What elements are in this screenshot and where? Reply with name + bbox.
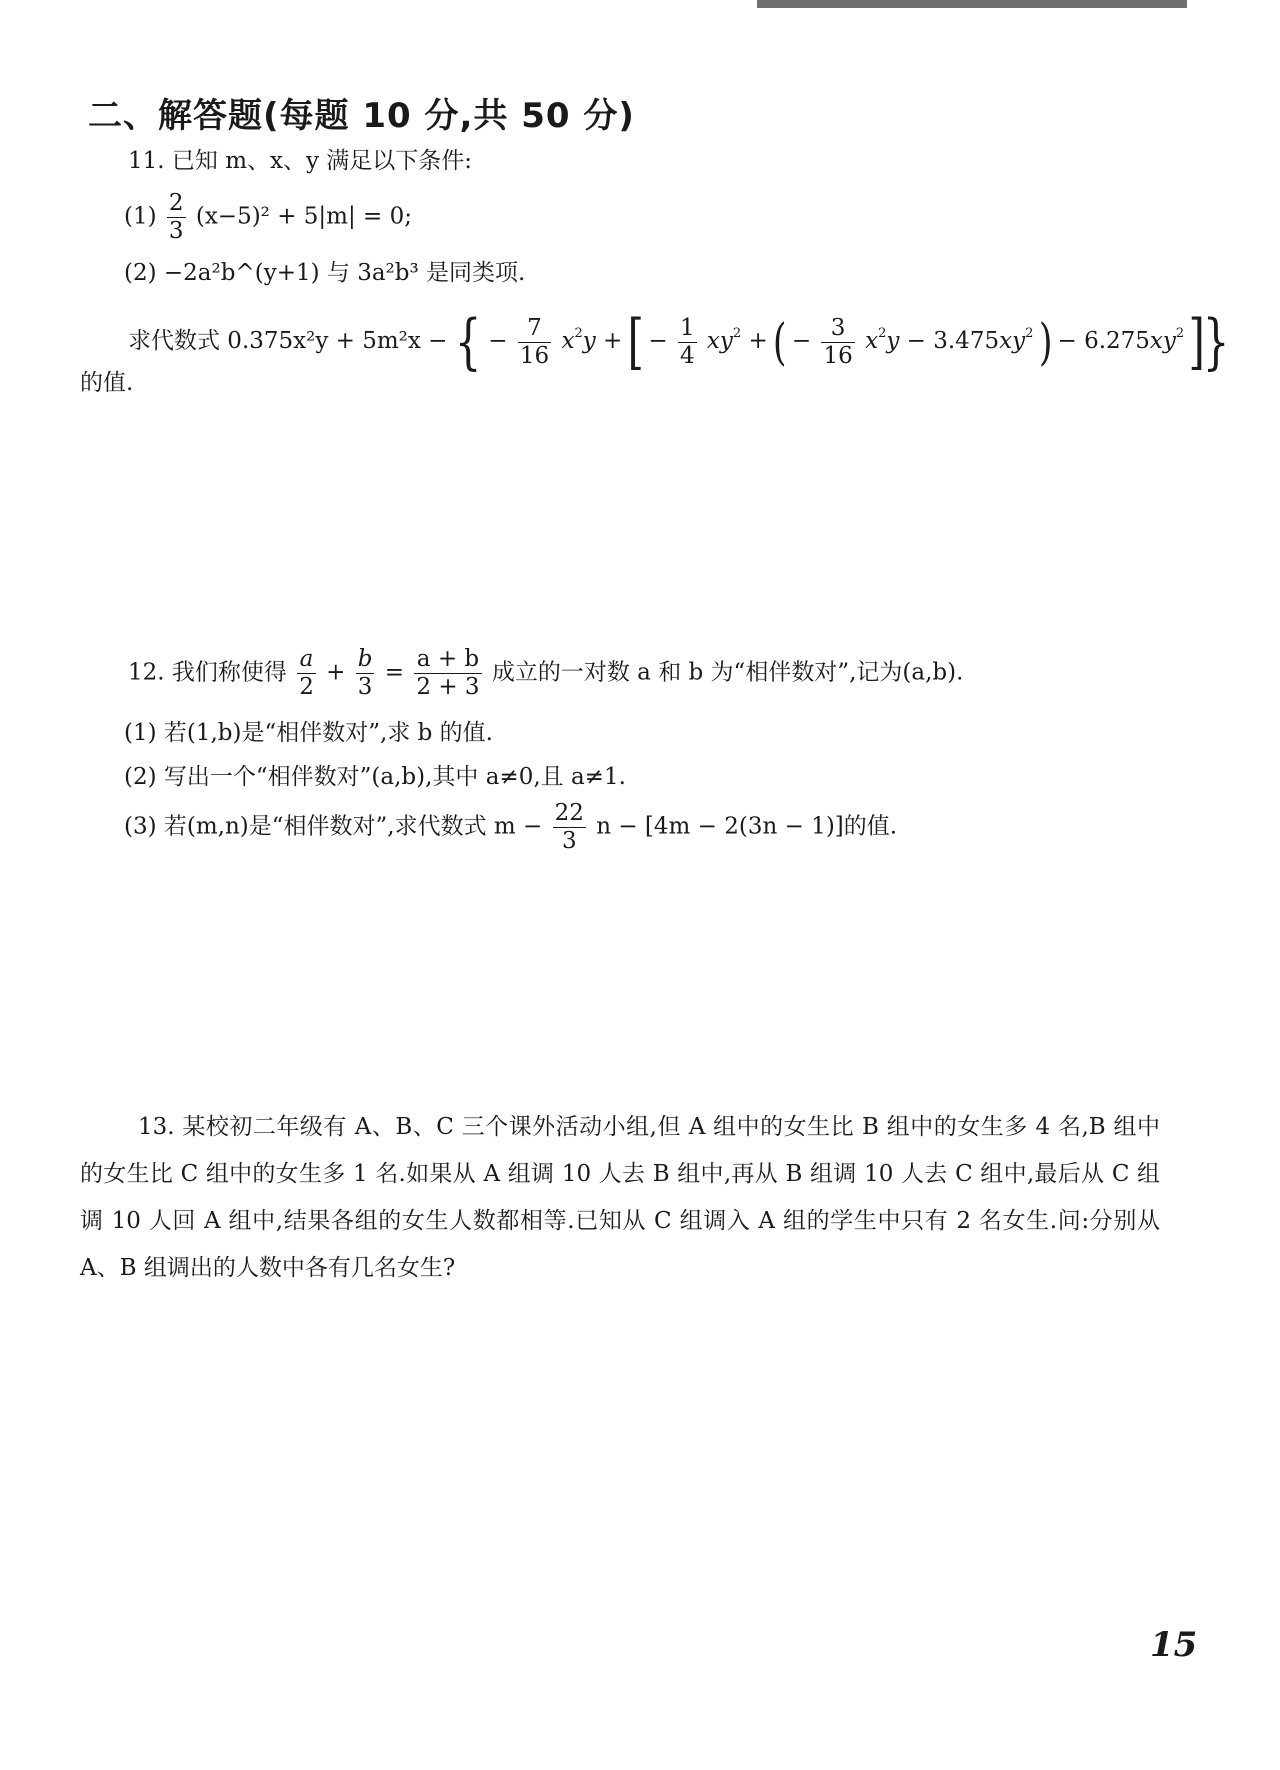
q11-frac-1-4 <box>678 314 697 369</box>
q12-item3-fraction <box>553 802 586 853</box>
page-number: 15 <box>1150 1625 1198 1665</box>
q12-frac-a: a <box>297 648 316 674</box>
q12-frac-sum <box>414 648 481 699</box>
q12-intro: 12. 我们称使得 $\frac{a}{2}$ + $\frac{b}{3}$ = $\frac{a + b}{2 + 3}$ 成立的一对数 a 和 b 为“相伴数对”,记为(a,b). <box>128 646 964 700</box>
q11-ask-prefix: 求代数式 0.375x²y + 5m²x − <box>128 328 448 354</box>
q12-intro-suffix: 成立的一对数 a 和 b 为“相伴数对”,记为(a,b). <box>491 659 964 686</box>
q12-item-3 <box>124 802 897 853</box>
q11-cond1-label: (1) <box>124 203 157 230</box>
q11-frac2-num: 1 <box>679 314 695 341</box>
q11-frac2-den: 4 <box>679 342 695 369</box>
q12-frac-3: 3 <box>357 674 373 700</box>
q11-frac3-num: 3 <box>821 317 854 343</box>
q12-intro-prefix: 12. 我们称使得 <box>128 659 287 686</box>
q12-frac-ab: a + b <box>414 648 481 674</box>
q11-condition-1 <box>124 192 412 243</box>
section-heading: 二、解答题(每题 10 分,共 50 分) <box>88 96 635 136</box>
q12-item3-den: 3 <box>561 828 577 854</box>
q12-frac-b-3 <box>356 648 375 699</box>
q12-item-2: (2) 写出一个“相伴数对”(a,b),其中 a≠0,且 a≠1. <box>124 764 626 790</box>
q12-item3-num: 22 <box>554 800 584 826</box>
q11-ask-end: 的值. <box>80 370 134 396</box>
q12-frac-2: 2 <box>299 674 314 700</box>
q11-expression: 求代数式 0.375x²y + 5m²x − { − $\frac{7}{16}$ $x^2y$ + [ − $\frac{1}{4}$ $xy^2$ + ( − $\frac{3}{16}$ $x^2y - 3.475xy^2$ ) − $6.275xy^2$ ]} <box>128 307 1230 377</box>
q12-item3-prefix: (3) 若(m,n)是“相伴数对”,求代数式 m − <box>124 813 543 840</box>
q11-cond1-denominator: 3 <box>168 218 184 244</box>
q11-frac1-num: 7 <box>518 317 551 343</box>
q12-item-1: (1) 若(1,b)是“相伴数对”,求 b 的值. <box>124 720 493 746</box>
header-strip <box>757 0 1187 8</box>
q11-frac-7-16 <box>518 314 551 369</box>
q12-frac-23: 2 + 3 <box>416 674 480 700</box>
q11-frac-3-16 <box>821 314 854 369</box>
q11-frac3-den: 16 <box>823 342 853 369</box>
q11-cond1-body: (x−5)² + 5|m| = 0; <box>195 203 413 230</box>
q11-cond1-numerator: 2 <box>168 190 184 216</box>
q13-text: 13. 某校初二年级有 A、B、C 三个课外活动小组,但 A 组中的女生比 B 组中的女生多 4 名,B 组中的女生比 C 组中的女生多 1 名.如果从 A 组调 10 人去 B 组中,再从 B 组调 10 人去 C 组中,最后从 C 组调 10 人回 A 组中,结果各组的女生人数都相等.已知从 C 组调入 A 组的学生中只有 2 名女生.问:分别从 A、B 组调出的人数中各有几名女生? <box>80 1114 1160 1281</box>
q11-frac1-den: 16 <box>519 342 550 369</box>
q11-condition-2: (2) −2a²b^(y+1) 与 3a²b³ 是同类项. <box>124 260 526 286</box>
q11-cond1-fraction <box>167 192 186 243</box>
q12-item3-suffix: n − [4m − 2(3n − 1)]的值. <box>596 813 898 840</box>
q11-intro: 11. 已知 m、x、y 满足以下条件: <box>128 148 473 174</box>
q12-frac-a-2 <box>297 648 316 699</box>
q12-frac-b: b <box>357 646 373 672</box>
